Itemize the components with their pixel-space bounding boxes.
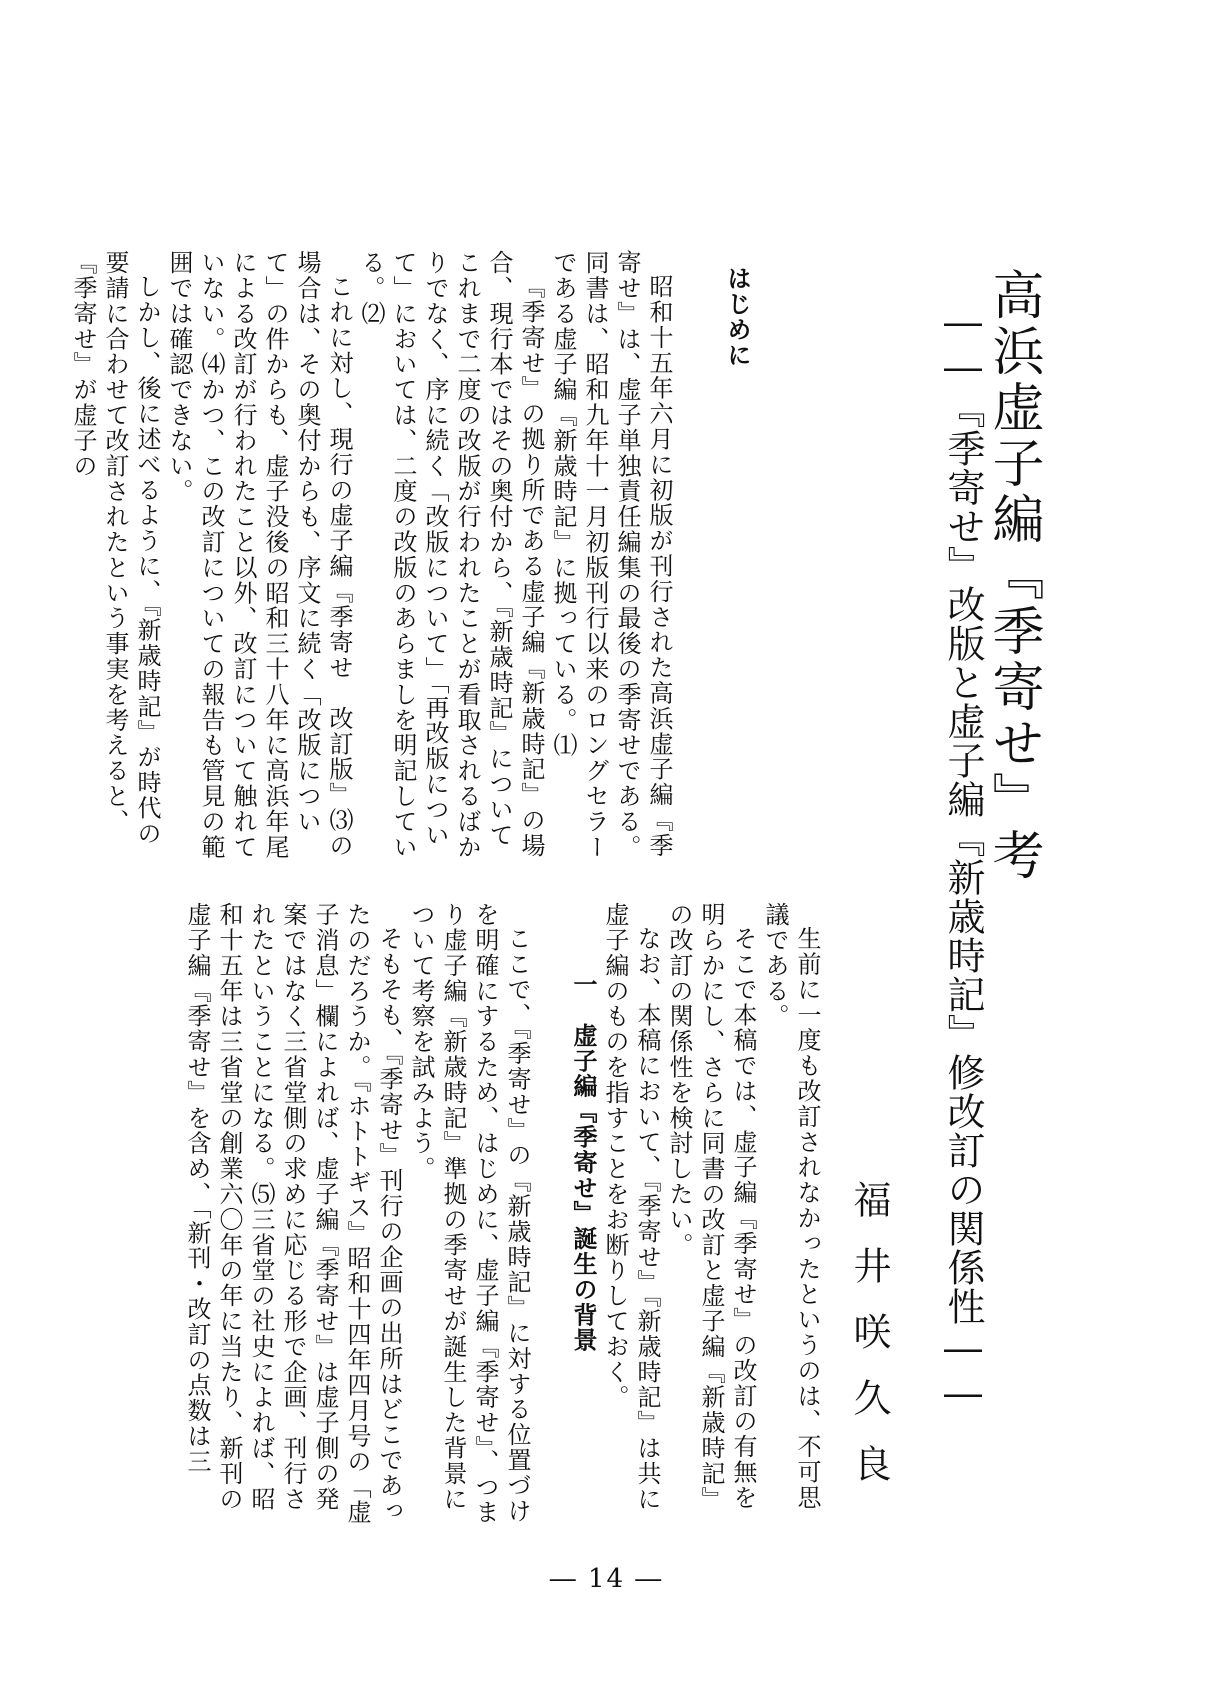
- body-paragraph: なお、本稿において、『季寄せ』『新歳時記』は共に虚子編のものを指すことをお断りしておく。: [601, 902, 661, 1512]
- body-paragraph: 生前に一度も改訂されなかったというのは、不可思議である。: [761, 902, 821, 1511]
- body-paragraph: そもそも、『季寄せ』刊行の企画の出所はどこであったのだろうか。『ホトトギス』昭和十四年四月号の「虚子消息」欄によれば、虚子編『季寄せ』は虚子側の発案ではなく三省堂側の求めに応じる形で企画、刊行されたということになる。⑸三省堂の社史によれば、昭和十五年は三省堂の創業六〇年の年に当たり、新刊の虚子編『季寄せ』を含め、「新刊・改訂の点数は三: [183, 902, 403, 1525]
- author-name: 福井咲久良: [847, 1180, 891, 1510]
- body-paragraph: 『季寄せ』の拠り所である虚子編『新歳時記』の場合、現行本ではその奥付から、『新歳時記』についてこれまで二度の改版が行われたことが看取されるばかりでなく、序に続く「改版について」「再改版について」においては、二度の改版のあらましを明記している。⑵: [357, 250, 545, 860]
- section-heading-one: 一 虚子編『季寄せ』誕生の背景: [569, 972, 597, 1353]
- body-paragraph: 昭和十五年六月に初版が刊行された高浜虚子編『季寄せ』は、虚子単独責任編集の最後の季寄せである。同書は、昭和九年十一月初版刊行以来のロングセラーである虚子編『新歳時記』に拠っている。⑴: [549, 250, 673, 860]
- body-paragraph: そこで本稿では、虚子編『季寄せ』の改訂の有無を明らかにし、さらに同書の改訂と虚子編『新歳時記』の改訂の関係性を検討したい。: [665, 902, 757, 1512]
- body-paragraph: ここで、『季寄せ』の『新歳時記』に対する位置づけを明確にするため、はじめに、虚子編『季寄せ』、つまり虚子編『新歳時記』準拠の季寄せが誕生した背景について考察を試みよう。: [407, 902, 531, 1525]
- section-heading-intro: はじめに: [723, 266, 751, 368]
- body-paragraph: これに対し、現行の虚子編『季寄せ 改訂版』⑶の場合は、その奥付からも、序文に続く「改版について」の件からも、虚子没後の昭和三十八年に高浜年尾による改訂が行われたこと以外、改訂について触れていない。⑷かつ、この改訂についての報告も管見の範囲では確認できない。: [165, 250, 353, 860]
- article-subtitle: ――『季寄せ』改版と虚子編『新歳時記』修改訂の関係性――: [941, 300, 985, 1416]
- intro-section: [67, 250, 753, 870]
- body-paragraph: しかし、後に述べるように、『新歳時記』が時代の要請に合わせて改訂されたという事実を考えると、『季寄せ』が虚子の: [69, 250, 161, 847]
- section-one: [181, 902, 823, 1532]
- article-title: 高浜虚子編『季寄せ』考: [983, 268, 1043, 884]
- page-number: ― 14 ―: [549, 1564, 664, 1594]
